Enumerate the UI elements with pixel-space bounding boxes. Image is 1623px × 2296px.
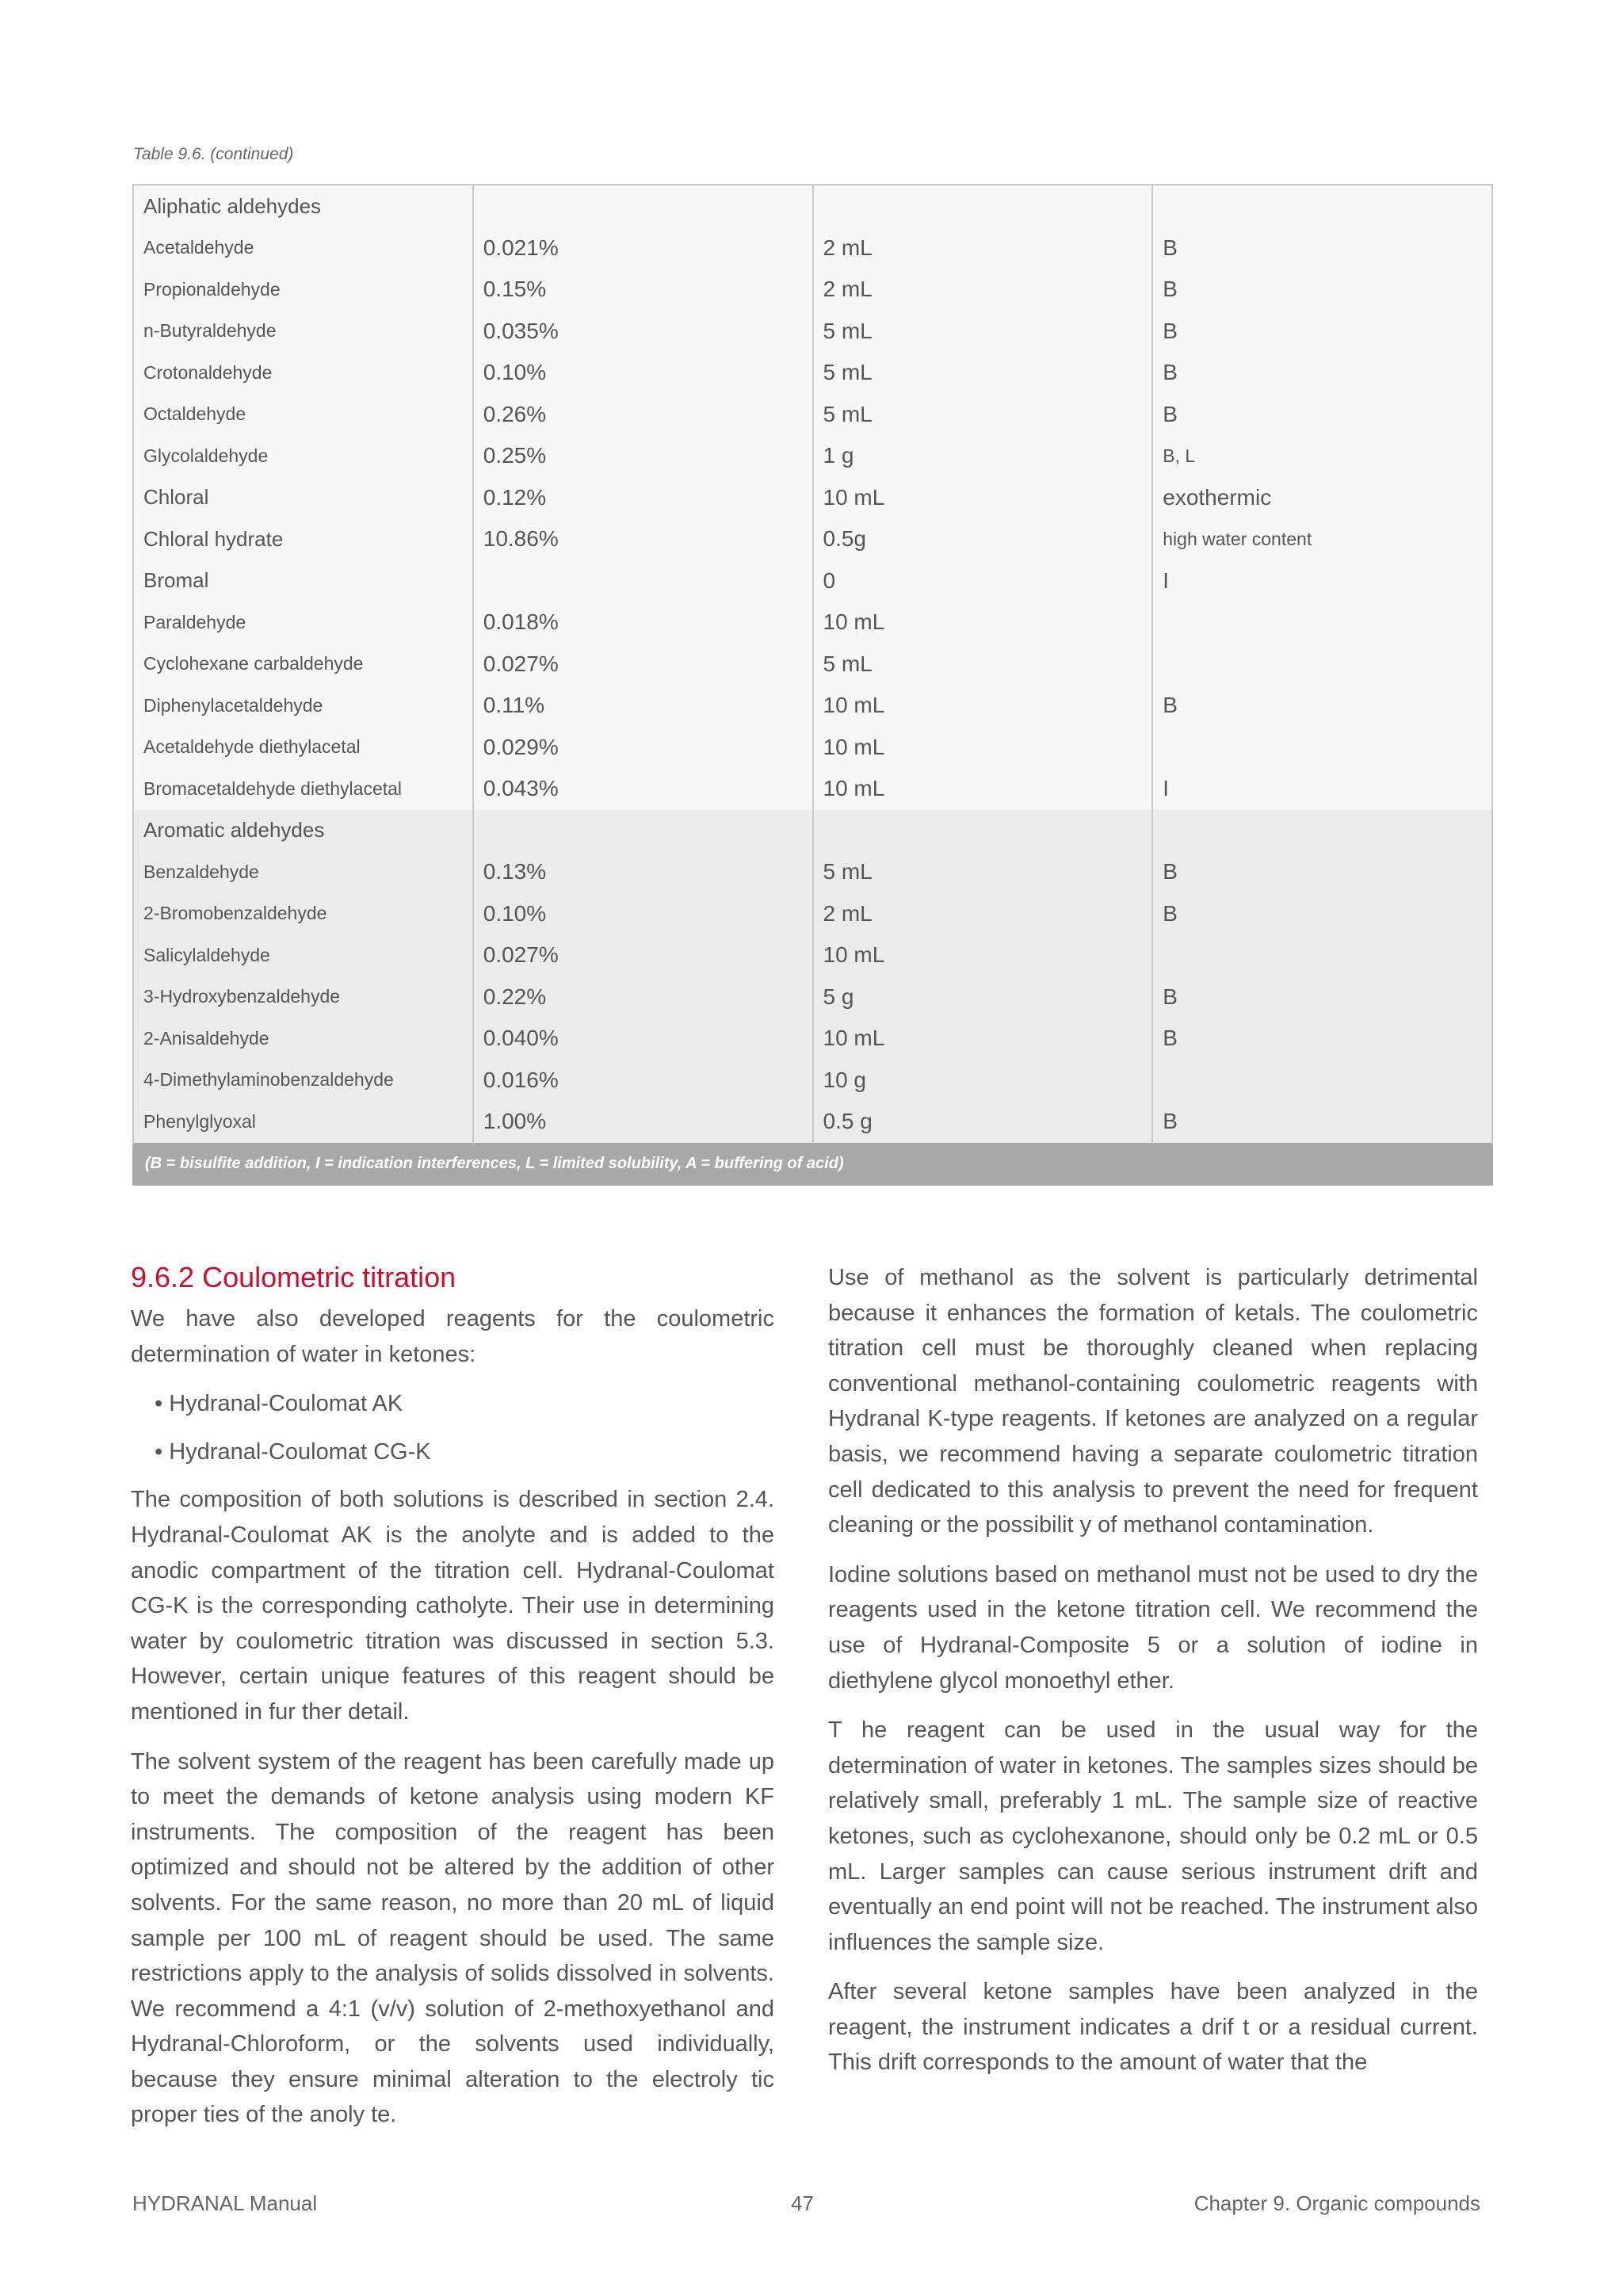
table-row <box>133 560 1492 602</box>
page-number: 47 <box>791 2191 814 2215</box>
remark: B <box>1152 269 1492 311</box>
water-content: 0.22% <box>473 976 813 1018</box>
remark: B <box>1152 1018 1492 1060</box>
aromatic-group <box>133 810 1492 1144</box>
water-content: 0.25% <box>473 435 813 477</box>
water-content: 0.12% <box>473 477 813 519</box>
compound-name: 3-Hydroxybenzaldehyde <box>133 976 473 1018</box>
water-content: 0.016% <box>473 1060 813 1102</box>
water-content: 0.10% <box>473 893 813 935</box>
footer-chapter: Chapter 9. Organic compounds <box>1193 2191 1480 2215</box>
compound-name: Bromal <box>133 560 473 602</box>
sample-size: 10 mL <box>813 727 1153 769</box>
water-content <box>473 560 813 602</box>
water-content: 0.027% <box>473 934 813 976</box>
water-content: 0.26% <box>473 394 813 436</box>
compound-name: Acetaldehyde <box>133 227 473 269</box>
table-row <box>133 727 1492 769</box>
remark <box>1152 727 1492 769</box>
water-content: 1.00% <box>473 1101 813 1144</box>
sample-size: 1 g <box>813 435 1153 477</box>
paragraph: The composition of both solutions is described in section 2.4. Hydranal-Coulomat AK is the anolyte and is added to the anodic compartment of the titration cell. Hydranal-Coulomat CG-K is the corresponding catholyte. Their use in determining water by coulometric titration was discussed in section 5.3. However, certain unique features of this reagent should be mentioned in fur ther detail. <box>131 1487 774 1725</box>
paragraph: Use of methanol as the solvent is particularly detrimental because it enhances the formation of ketals. The coulometric titration cell must be thoroughly cleaned when replacing conventional methanol-containing coulometric reagents with Hydranal K-type reagents. If ketones are analyzed on a regular basis, we recommend having a separate coulometric titration cell dedicated to this analysis to prevent the need for frequent cleaning or the possibilit y of methanol contamination. <box>828 1265 1478 1538</box>
table-row <box>133 893 1492 935</box>
water-content: 10.86% <box>473 518 813 560</box>
remark: I <box>1152 560 1492 602</box>
compound-name: Cyclohexane carbaldehyde <box>133 644 473 686</box>
sample-size: 10 mL <box>813 1018 1153 1060</box>
remark: I <box>1152 768 1492 810</box>
right-column <box>828 1260 1478 2095</box>
compound-name: Phenylglyoxal <box>133 1101 473 1144</box>
remark: exothermic <box>1152 477 1492 519</box>
table-caption: Table 9.6. (continued) <box>133 145 294 163</box>
water-content: 0.11% <box>473 685 813 727</box>
paragraph: After several ketone samples have been analyzed in the reagent, the instrument indicates a drif t or a residual current. This drift corresponds to the amount of water that the <box>828 1979 1478 2076</box>
sample-size: 5 mL <box>813 644 1153 686</box>
table-row <box>133 269 1492 311</box>
remark: high water content <box>1152 518 1492 560</box>
remark: B <box>1152 893 1492 935</box>
left-column <box>131 1260 774 2147</box>
table-row <box>133 934 1492 976</box>
table-row <box>133 518 1492 560</box>
table-row <box>133 1101 1492 1144</box>
compound-name: Benzaldehyde <box>133 851 473 893</box>
compound-name: Propionaldehyde <box>133 269 473 311</box>
table-row <box>133 768 1492 810</box>
remark: B <box>1152 851 1492 893</box>
water-content: 0.043% <box>473 768 813 810</box>
compound-name: 4-Dimethylaminobenzaldehyde <box>133 1060 473 1102</box>
remark: B <box>1152 352 1492 394</box>
table-footnote: (B = bisulfite addition, I = indication interferences, L = limited solubility, A = buffering of acid) <box>133 1144 1492 1185</box>
paragraph: The solvent system of the reagent has been carefully made up to meet the demands of ketone analysis using modern KF instruments. The composition of the reagent has been optimized and should not be altered by the addition of other solvents. For the same reason, no more than 20 mL of liquid sample per 100 mL of reagent should be used. The same restrictions apply to the analysis of solids dissolved in solvents. We recommend a 4:1 (v/v) solution of 2-methoxyethanol and Hydranal-Chloroform, or the solvents used individually, because they ensure minimal alteration to the electroly tic proper ties of the anoly te. <box>131 1748 774 2128</box>
compound-name: n-Butyraldehyde <box>133 311 473 353</box>
table-row <box>133 1018 1492 1060</box>
compound-name: Paraldehyde <box>133 602 473 644</box>
footer-manual-title: HYDRANAL Manual <box>132 2191 318 2215</box>
sample-size: 10 mL <box>813 602 1153 644</box>
compound-name: Octaldehyde <box>133 394 473 436</box>
sample-size: 0.5g <box>813 518 1153 560</box>
table-row <box>133 435 1492 477</box>
remark: B, L <box>1152 435 1492 477</box>
water-content: 0.029% <box>473 727 813 769</box>
remark <box>1152 1060 1492 1102</box>
table-row <box>133 311 1492 353</box>
compound-name: Crotonaldehyde <box>133 352 473 394</box>
compound-name: Chloral hydrate <box>133 518 473 560</box>
compound-name: Chloral <box>133 477 473 519</box>
sample-size: 10 mL <box>813 685 1153 727</box>
table-row <box>133 227 1492 269</box>
table-row <box>133 851 1492 893</box>
compound-name: Acetaldehyde diethylacetal <box>133 727 473 769</box>
table-row <box>133 685 1492 727</box>
sample-size: 5 mL <box>813 352 1153 394</box>
group-title: Aromatic aldehydes <box>133 810 473 852</box>
water-content: 0.021% <box>473 227 813 269</box>
table-row <box>133 352 1492 394</box>
remark: B <box>1152 685 1492 727</box>
table-row <box>133 602 1492 644</box>
water-content: 0.15% <box>473 269 813 311</box>
water-content: 0.13% <box>473 851 813 893</box>
water-content: 0.027% <box>473 644 813 686</box>
table-row <box>133 477 1492 519</box>
remark: B <box>1152 227 1492 269</box>
water-content: 0.035% <box>473 311 813 353</box>
sample-size: 10 mL <box>813 934 1153 976</box>
remark: B <box>1152 1101 1492 1144</box>
aldehydes-table <box>132 184 1493 1186</box>
compound-name: Bromacetaldehyde diethylacetal <box>133 768 473 810</box>
compound-name: Glycolaldehyde <box>133 435 473 477</box>
remark <box>1152 934 1492 976</box>
aliphatic-group <box>133 185 1492 810</box>
compound-name: Diphenylacetaldehyde <box>133 685 473 727</box>
remark: B <box>1152 311 1492 353</box>
table-row <box>133 394 1492 436</box>
sample-size: 10 mL <box>813 768 1153 810</box>
section-heading: 9.6.2 Coulometric titration <box>131 1261 456 1293</box>
paragraph: T he reagent can be used in the usual way for the determination of water in ketones. The samples sizes should be relatively small, preferably 1 mL. The sample size of reactive ketones, such as cyclohexanone, should only be 0.2 mL or 0.5 mL. Larger samples can cause serious instrument drift and eventually an end point will not be reached. The instrument also influences the sample size. <box>828 1717 1478 1955</box>
water-content: 0.10% <box>473 352 813 394</box>
intro-paragraph: We have also developed reagents for the coulometric determination of water in ketones: <box>131 1306 774 1367</box>
sample-size: 5 g <box>813 976 1153 1018</box>
sample-size: 10 g <box>813 1060 1153 1102</box>
remark: B <box>1152 976 1492 1018</box>
sample-size: 5 mL <box>813 311 1153 353</box>
water-content: 0.040% <box>473 1018 813 1060</box>
compound-name: 2-Bromobenzaldehyde <box>133 893 473 935</box>
sample-size: 2 mL <box>813 893 1153 935</box>
sample-size: 2 mL <box>813 227 1153 269</box>
bullet-item: • Hydranal-Coulomat AK <box>155 1391 403 1417</box>
compound-name: 2-Anisaldehyde <box>133 1018 473 1060</box>
remark: B <box>1152 394 1492 436</box>
sample-size: 5 mL <box>813 394 1153 436</box>
sample-size: 2 mL <box>813 269 1153 311</box>
water-content: 0.018% <box>473 602 813 644</box>
table-row <box>133 644 1492 686</box>
sample-size: 10 mL <box>813 477 1153 519</box>
table-row <box>133 1060 1492 1102</box>
table-row <box>133 976 1492 1018</box>
sample-size: 0.5 g <box>813 1101 1153 1144</box>
sample-size: 5 mL <box>813 851 1153 893</box>
remark <box>1152 644 1492 686</box>
table-footnote-row <box>133 1144 1492 1185</box>
bullet-item: • Hydranal-Coulomat CG-K <box>155 1438 431 1465</box>
group-title: Aliphatic aldehydes <box>133 185 473 227</box>
compound-name: Salicylaldehyde <box>133 934 473 976</box>
remark <box>1152 602 1492 644</box>
paragraph: Iodine solutions based on methanol must not be used to dry the reagents used in the ketone titration cell. We recommend the use of Hydranal-Composite 5 or a solution of iodine in diethylene glycol monoethyl ether. <box>828 1561 1478 1694</box>
group-header-row <box>133 185 1492 227</box>
group-header-row <box>133 810 1492 852</box>
sample-size: 0 <box>813 560 1153 602</box>
